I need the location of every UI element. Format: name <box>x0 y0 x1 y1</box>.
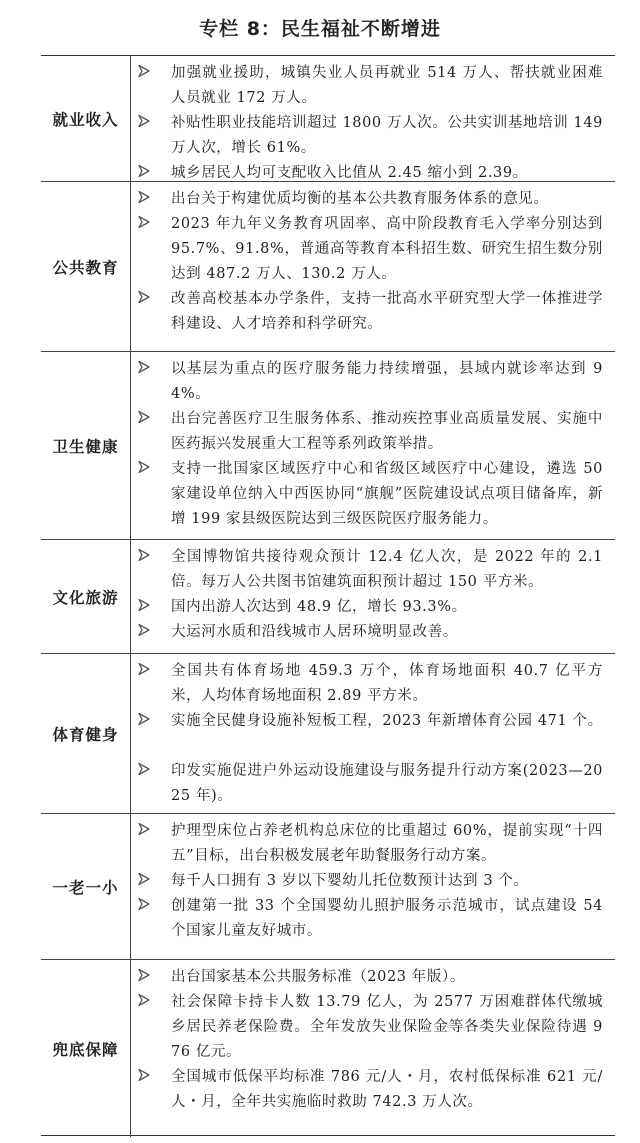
table-row <box>41 182 615 352</box>
arrow-bullet-icon <box>137 215 151 229</box>
item-text: 2023 年九年义务教育巩固率、高中阶段教育毛入学率分别达到 95.7%、91.8%，普通高等教育本科招生数、研究生招生数分别达到 487.2 万人、130.2 万人。 <box>171 216 603 282</box>
table-row <box>41 654 615 814</box>
arrow-bullet-icon <box>137 460 151 474</box>
arrow-bullet-icon <box>137 598 151 612</box>
item-list <box>131 814 615 959</box>
arrow-bullet-icon <box>137 968 151 982</box>
item-text: 出台完善医疗卫生服务体系、推动疾控事业高质量发展、实施中医药振兴发展重大工程等系列政策举措。 <box>171 411 603 452</box>
item-text: 支持一批国家区域医疗中心和省级区域医疗中心建设，遴选 50 家建设单位纳入中西医协同“旗舰”医院建设试点项目储备库，新增 199 家县级医院达到三级医院医疗服务能力。 <box>171 461 603 527</box>
item-list <box>131 540 615 653</box>
item-text: 创建第一批 33 个全国婴幼儿照护服务示范城市，试点建设 54 个国家儿童友好城市。 <box>171 898 603 939</box>
arrow-bullet-icon <box>137 872 151 886</box>
page-title: 专栏 8：民生福祉不断增进 <box>199 18 441 40</box>
item-text: 城乡居民人均可支配收入比值从 2.45 缩小到 2.39。 <box>171 165 528 181</box>
table-row <box>41 56 615 182</box>
item-text: 出台国家基本公共服务标准（2023 年版）。 <box>171 969 465 985</box>
category-label: 公共教育 <box>41 182 131 351</box>
arrow-bullet-icon <box>137 360 151 374</box>
item-text: 印发实施促进户外运动设施建设与服务提升行动方案(2023—2025 年)。 <box>171 763 603 804</box>
category-label: 卫生健康 <box>41 352 131 539</box>
item-text: 加强就业援助，城镇失业人员再就业 514 万人、帮扶就业困难人员就业 172 万人。 <box>171 65 603 106</box>
arrow-bullet-icon <box>137 64 151 78</box>
item-text: 全国城市低保平均标准 786 元/人・月，农村低保标准 621 元/人・月，全年共实施临时救助 742.3 万人次。 <box>171 1069 603 1110</box>
category-label: 体育健身 <box>41 654 131 813</box>
table-row <box>41 352 615 540</box>
item-list <box>131 182 615 351</box>
item-text: 改善高校基本办学条件，支持一批高水平研究型大学一体推进学科建设、人才培养和科学研究。 <box>171 291 603 332</box>
arrow-bullet-icon <box>137 897 151 911</box>
item-text: 社会保障卡持卡人数 13.79 亿人，为 2577 万困难群体代缴城乡居民养老保险费。全年发放失业保险金等各类失业保险待遇 976 亿元。 <box>171 994 603 1060</box>
arrow-bullet-icon <box>137 623 151 637</box>
table-row <box>41 814 615 960</box>
item-text: 大运河水质和沿线城市人居环境明显改善。 <box>171 624 458 640</box>
table-row <box>41 960 615 1137</box>
arrow-bullet-icon <box>137 1068 151 1082</box>
arrow-bullet-icon <box>137 993 151 1007</box>
arrow-bullet-icon <box>137 548 151 562</box>
item-list <box>131 56 615 181</box>
item-text: 国内出游人次达到 48.9 亿，增长 93.3%。 <box>171 599 467 615</box>
arrow-bullet-icon <box>137 190 151 204</box>
item-text: 实施全民健身设施补短板工程，2023 年新增体育公园 471 个。 <box>171 713 603 729</box>
arrow-bullet-icon <box>137 822 151 836</box>
arrow-bullet-icon <box>137 164 151 178</box>
item-text: 全国博物馆共接待观众预计 12.4 亿人次，是 2022 年的 2.1 倍。每万人公共图书馆建筑面积预计超过 150 平方米。 <box>171 549 603 590</box>
category-label: 就业收入 <box>41 56 131 181</box>
category-label: 一老一小 <box>41 814 131 959</box>
arrow-bullet-icon <box>137 410 151 424</box>
item-text: 全国共有体育场地 459.3 万个，体育场地面积 40.7 亿平方米，人均体育场地面积 2.89 平方米。 <box>171 663 603 704</box>
arrow-bullet-icon <box>137 762 151 776</box>
item-list <box>131 654 615 813</box>
category-label: 文化旅游 <box>41 540 131 653</box>
category-label: 兜底保障 <box>41 960 131 1137</box>
arrow-bullet-icon <box>137 290 151 304</box>
table-row <box>41 540 615 654</box>
item-text: 以基层为重点的医疗服务能力持续增强，县域内就诊率达到 94%。 <box>171 361 603 402</box>
arrow-bullet-icon <box>137 662 151 676</box>
item-text: 补贴性职业技能培训超过 1800 万人次。公共实训基地培训 149 万人次，增长 61%。 <box>171 115 603 156</box>
item-text: 每千人口拥有 3 岁以下婴幼儿托位数预计达到 3 个。 <box>171 873 529 889</box>
arrow-bullet-icon <box>137 712 151 726</box>
item-list <box>131 352 615 539</box>
arrow-bullet-icon <box>137 114 151 128</box>
item-list <box>131 960 615 1137</box>
livelihood-table <box>41 55 615 1136</box>
item-text: 出台关于构建优质均衡的基本公共教育服务体系的意见。 <box>171 191 549 207</box>
item-text: 护理型床位占养老机构总床位的比重超过 60%，提前实现“十四五”目标，出台积极发展老年助餐服务行动方案。 <box>171 823 603 864</box>
